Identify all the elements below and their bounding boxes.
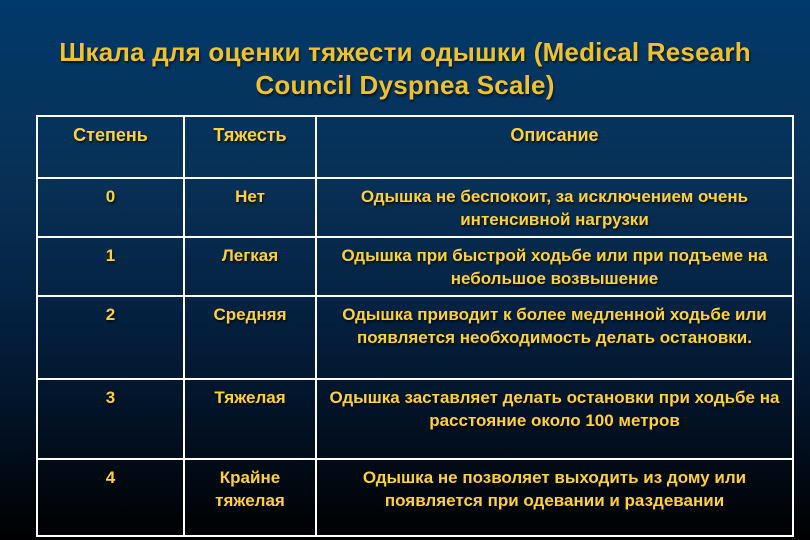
severity-cell: Нет (184, 178, 316, 237)
description-cell: Одышка не позволяет выходить из дому или появляется при одевании и раздевании (316, 459, 793, 536)
grade-cell: 4 (37, 459, 184, 536)
table-row (37, 178, 793, 237)
severity-cell: Тяжелая (184, 379, 316, 459)
table-header-row (37, 116, 793, 178)
grade-cell: 0 (37, 178, 184, 237)
table-row (37, 379, 793, 459)
table-row (37, 237, 793, 296)
severity-cell: Легкая (184, 237, 316, 296)
description-cell: Одышка приводит к более медленной ходьбе или появляется необходимость делать остановки. (316, 296, 793, 379)
dyspnea-scale-table (36, 115, 794, 537)
description-cell: Одышка не беспокоит, за исключением очень интенсивной нагрузки (316, 178, 793, 237)
grade-cell: 1 (37, 237, 184, 296)
header-severity: Тяжесть (184, 116, 316, 178)
severity-cell: Крайне тяжелая (184, 459, 316, 536)
grade-cell: 3 (37, 379, 184, 459)
slide-title: Шкала для оценки тяжести одышки (Medical Researh Council Dyspnea Scale) (59, 37, 751, 100)
severity-cell: Средняя (184, 296, 316, 379)
description-cell: Одышка заставляет делать остановки при ходьбе на расстояние около 100 метров (316, 379, 793, 459)
table-row (37, 459, 793, 536)
header-grade: Степень (37, 116, 184, 178)
header-description: Описание (316, 116, 793, 178)
table-row (37, 296, 793, 379)
grade-cell: 2 (37, 296, 184, 379)
description-cell: Одышка при быстрой ходьбе или при подъеме на небольшое возвышение (316, 237, 793, 296)
